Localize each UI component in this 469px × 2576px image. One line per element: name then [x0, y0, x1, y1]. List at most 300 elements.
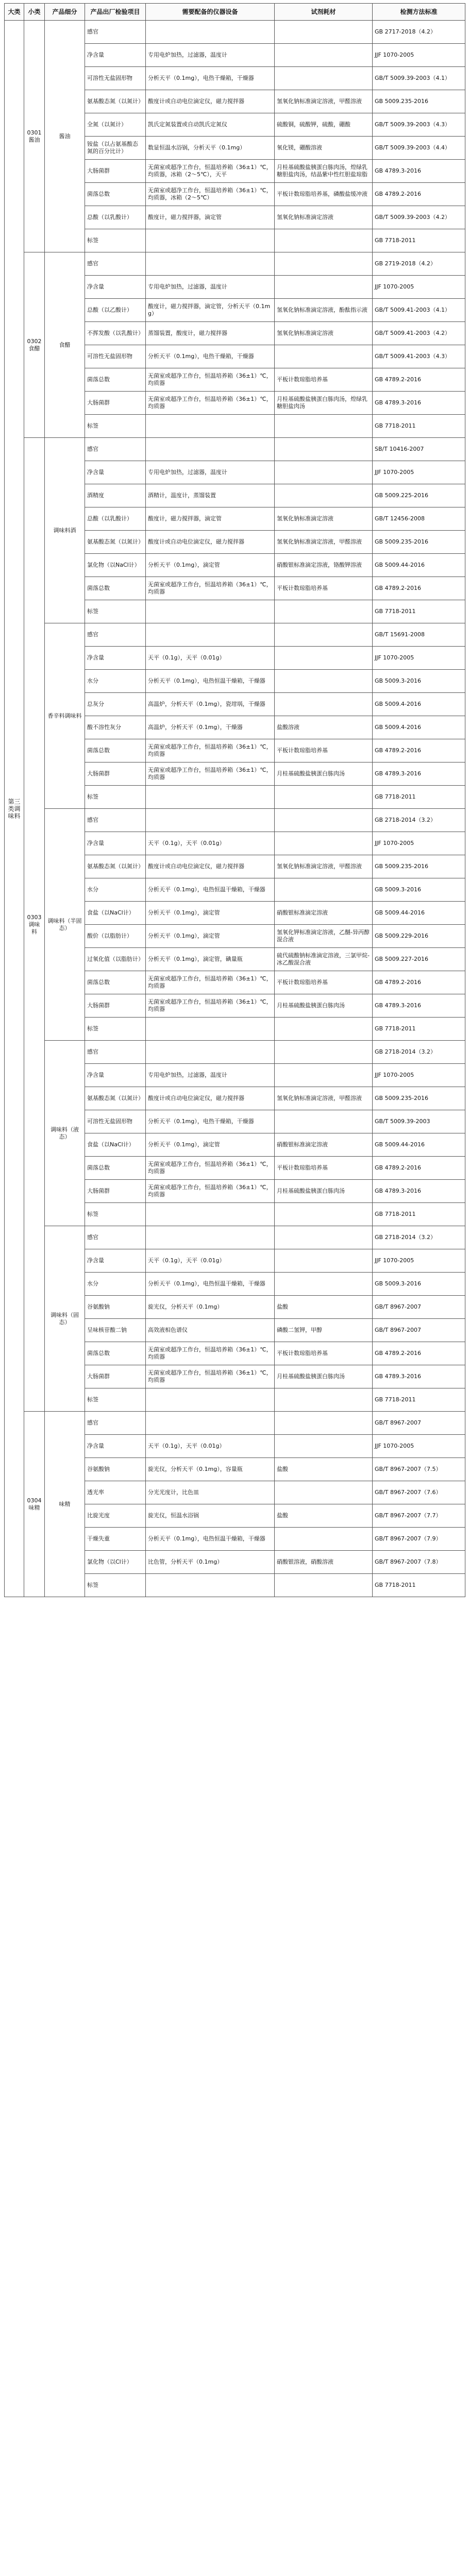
- inspection-item-cell: 总酸（以乙酸计）: [85, 299, 146, 322]
- reagent-cell: [275, 1249, 373, 1273]
- method-standard-cell: GB 7718-2011: [373, 1574, 465, 1597]
- table-row: [5, 623, 465, 647]
- column-header: 检测方法标准: [373, 4, 465, 21]
- equipment-cell: 旋光仪，分析天平（0.1mg），容量瓶: [146, 1458, 275, 1481]
- equipment-cell: 酸度计或自动电位滴定仪，磁力搅拌器: [146, 90, 275, 113]
- method-standard-cell: GB 2718-2014（3.2）: [373, 1226, 465, 1249]
- method-standard-cell: GB/T 8967-2007（7.8）: [373, 1551, 465, 1574]
- reagent-cell: [275, 1203, 373, 1226]
- equipment-cell: 高效液相色谱仪: [146, 1319, 275, 1342]
- table-row: [5, 1226, 465, 1249]
- reagent-cell: 硫酸铜，硫酸钾，硫酸，硼酸: [275, 113, 373, 137]
- method-standard-cell: GB 5009.44-2016: [373, 554, 465, 577]
- equipment-cell: [146, 1574, 275, 1597]
- reagent-cell: [275, 1226, 373, 1249]
- equipment-cell: 无菌室或超净工作台，恒温培养箱（36±1）℃，均质器: [146, 1342, 275, 1365]
- equipment-cell: 天平（0.1g），天平（0.01g）: [146, 647, 275, 670]
- equipment-cell: 无菌室或超净工作台，恒温培养箱（36±1）℃，均质器: [146, 577, 275, 600]
- inspection-item-cell: 净含量: [85, 832, 146, 855]
- equipment-cell: [146, 1388, 275, 1412]
- method-standard-cell: GB 5009.44-2016: [373, 902, 465, 925]
- reagent-cell: [275, 878, 373, 902]
- equipment-cell: 无菌室或超净工作台，恒温培养箱（36±1）℃，均质器，冰箱（2～5℃）: [146, 183, 275, 206]
- inspection-item-cell: 标签: [85, 786, 146, 809]
- equipment-cell: 分析天平（0.1mg），电热干燥箱，干燥器: [146, 345, 275, 368]
- method-standard-cell: GB 5009.235-2016: [373, 531, 465, 554]
- header-row: [5, 4, 465, 21]
- equipment-cell: [146, 1226, 275, 1249]
- method-standard-cell: JJF 1070-2005: [373, 44, 465, 67]
- inspection-item-cell: 总灰分: [85, 693, 146, 716]
- reagent-cell: [275, 461, 373, 484]
- equipment-cell: 分析天平（0.1mg），电热恒温干燥箱，干燥器: [146, 1273, 275, 1296]
- method-standard-cell: GB 4789.2-2016: [373, 1342, 465, 1365]
- reagent-cell: [275, 44, 373, 67]
- reagent-cell: [275, 1574, 373, 1597]
- inspection-item-cell: 净含量: [85, 647, 146, 670]
- method-standard-cell: GB/T 5009.39-2003（4.4）: [373, 137, 465, 160]
- equipment-cell: 无菌室或超净工作台，恒温培养箱（36±1）℃，均质器: [146, 392, 275, 415]
- method-standard-cell: JJF 1070-2005: [373, 1249, 465, 1273]
- equipment-cell: [146, 809, 275, 832]
- method-standard-cell: GB 7718-2011: [373, 415, 465, 438]
- reagent-cell: 氢氧化钠标准滴定溶液，甲醛溶液: [275, 531, 373, 554]
- reagent-cell: [275, 1041, 373, 1064]
- table-row: [5, 1041, 465, 1064]
- inspection-item-cell: 总酸（以乳酸计）: [85, 507, 146, 531]
- reagent-cell: 平板计数琼脂培养基: [275, 739, 373, 762]
- equipment-cell: 酸度计，磁力搅拌器，滴定管: [146, 206, 275, 229]
- inspection-item-cell: 氨基酸态氮（以氮计）: [85, 855, 146, 878]
- method-standard-cell: GB/T 8967-2007（7.9）: [373, 1528, 465, 1551]
- equipment-cell: 蒸馏装置，酸度计，磁力搅拌器: [146, 322, 275, 345]
- equipment-cell: 分光光度计，比色皿: [146, 1481, 275, 1504]
- method-standard-cell: GB 7718-2011: [373, 229, 465, 252]
- reagent-cell: 氢氧化钠标准滴定溶液: [275, 322, 373, 345]
- method-standard-cell: GB 4789.3-2016: [373, 1180, 465, 1203]
- reagent-cell: [275, 786, 373, 809]
- inspection-item-cell: 净含量: [85, 1064, 146, 1087]
- reagent-cell: [275, 1273, 373, 1296]
- product-cell: 调味料酒: [45, 438, 85, 623]
- inspection-item-cell: 感官: [85, 623, 146, 647]
- method-standard-cell: GB 2718-2014（3.2）: [373, 1041, 465, 1064]
- method-standard-cell: GB/T 5009.39-2003（4.2）: [373, 206, 465, 229]
- equipment-cell: 分析天平（0.1mg），电热恒温干燥箱，干燥器: [146, 878, 275, 902]
- column-header: 大类: [5, 4, 24, 21]
- reagent-cell: 氢氧化钠标准滴定溶液: [275, 206, 373, 229]
- equipment-cell: [146, 1018, 275, 1041]
- inspection-item-cell: 比旋光度: [85, 1504, 146, 1528]
- reagent-cell: 平板计数琼脂培养基: [275, 1342, 373, 1365]
- reagent-cell: 硝酸银标准滴定溶液: [275, 902, 373, 925]
- inspection-item-cell: 透光率: [85, 1481, 146, 1504]
- reagent-cell: [275, 21, 373, 44]
- reagent-cell: 月桂基硫酸盐胰蛋白胨肉汤: [275, 1365, 373, 1388]
- product-cell: 调味料（固态）: [45, 1226, 85, 1412]
- method-standard-cell: GB 2719-2018（4.2）: [373, 252, 465, 276]
- reagent-cell: 氢氧化钠标准滴定溶液，甲醛溶液: [275, 90, 373, 113]
- reagent-cell: 平板计数琼脂培养基: [275, 577, 373, 600]
- equipment-cell: 天平（0.1g），天平（0.01g）: [146, 1435, 275, 1458]
- reagent-cell: [275, 1110, 373, 1133]
- inspection-item-cell: 感官: [85, 1412, 146, 1435]
- inspection-item-cell: 净含量: [85, 461, 146, 484]
- reagent-cell: 平板计数琼脂培养基: [275, 971, 373, 994]
- inspection-item-cell: 酸不溶性灰分: [85, 716, 146, 739]
- inspection-item-cell: 过氧化值（以脂肪计）: [85, 948, 146, 971]
- method-standard-cell: GB 5009.3-2016: [373, 878, 465, 902]
- equipment-cell: 专用电炉加热，过滤器，温度计: [146, 1064, 275, 1087]
- method-standard-cell: GB 4789.3-2016: [373, 762, 465, 786]
- inspection-item-cell: 标签: [85, 1203, 146, 1226]
- reagent-cell: [275, 276, 373, 299]
- table-body: [5, 21, 465, 1597]
- equipment-cell: 比色管，分析天平（0.1mg）: [146, 1551, 275, 1574]
- inspection-item-cell: 感官: [85, 809, 146, 832]
- reagent-cell: [275, 229, 373, 252]
- inspection-item-cell: 氨基酸态氮（以氮计）: [85, 1087, 146, 1110]
- equipment-cell: [146, 1412, 275, 1435]
- method-standard-cell: GB/T 8967-2007（7.5）: [373, 1458, 465, 1481]
- equipment-cell: 无菌室或超净工作台，恒温培养箱（36±1）℃，均质器: [146, 762, 275, 786]
- reagent-cell: 盐酸: [275, 1504, 373, 1528]
- method-standard-cell: GB 4789.2-2016: [373, 971, 465, 994]
- equipment-cell: [146, 252, 275, 276]
- inspection-item-cell: 水分: [85, 1273, 146, 1296]
- subcategory-cell: 0302食醋: [24, 252, 45, 438]
- equipment-cell: 无菌室或超净工作台，恒温培养箱（36±1）℃，均质器: [146, 971, 275, 994]
- method-standard-cell: JJF 1070-2005: [373, 647, 465, 670]
- reagent-cell: [275, 438, 373, 461]
- method-standard-cell: GB/T 8967-2007: [373, 1319, 465, 1342]
- equipment-cell: 分析天平（0.1mg），电热恒温干燥箱，干燥器: [146, 670, 275, 693]
- equipment-cell: 分析天平（0.1mg），电热干燥箱，干燥器: [146, 67, 275, 90]
- inspection-item-cell: 大肠菌群: [85, 762, 146, 786]
- method-standard-cell: GB/T 12456-2008: [373, 507, 465, 531]
- reagent-cell: [275, 484, 373, 507]
- inspection-item-cell: 氨基酸态氮（以氮计）: [85, 531, 146, 554]
- method-standard-cell: GB 4789.3-2016: [373, 994, 465, 1018]
- inspection-item-cell: 可溶性无盐固形物: [85, 345, 146, 368]
- inspection-item-cell: 谷氨酸钠: [85, 1458, 146, 1481]
- column-header: 小类: [24, 4, 45, 21]
- reagent-cell: 硝酸银标准滴定溶液: [275, 1133, 373, 1157]
- method-standard-cell: GB/T 5009.39-2003: [373, 1110, 465, 1133]
- method-standard-cell: GB/T 5009.39-2003（4.1）: [373, 67, 465, 90]
- reagent-cell: [275, 600, 373, 623]
- column-header: 需要配备的仪器设备: [146, 4, 275, 21]
- method-standard-cell: GB 5009.235-2016: [373, 1087, 465, 1110]
- inspection-item-cell: 标签: [85, 415, 146, 438]
- method-standard-cell: GB 4789.3-2016: [373, 1365, 465, 1388]
- equipment-cell: 分析天平（0.1mg），滴定管: [146, 554, 275, 577]
- product-cell: 味精: [45, 1412, 85, 1597]
- equipment-cell: 酸度计或自动电位滴定仪，磁力搅拌器: [146, 531, 275, 554]
- method-standard-cell: GB 5009.235-2016: [373, 855, 465, 878]
- reagent-cell: [275, 623, 373, 647]
- reagent-cell: 氢氧化钠标准滴定溶液，酚酞指示液: [275, 299, 373, 322]
- equipment-cell: 专用电炉加热，过滤器，温度计: [146, 44, 275, 67]
- equipment-cell: 分析天平（0.1mg），滴定管: [146, 925, 275, 948]
- reagent-cell: 月桂基硫酸盐胰蛋白胨肉汤，煌绿乳糖胆盐肉汤，结晶紫中性红胆盐琼脂: [275, 160, 373, 183]
- inspection-item-cell: 净含量: [85, 44, 146, 67]
- equipment-cell: 无菌室或超净工作台，恒温培养箱（36±1）℃，均质器: [146, 368, 275, 392]
- inspection-item-cell: 酸价（以脂肪计）: [85, 925, 146, 948]
- equipment-cell: [146, 786, 275, 809]
- inspection-item-cell: 氯化物（以NaCl计）: [85, 554, 146, 577]
- reagent-cell: 月桂基硫酸盐胰蛋白胨肉汤，煌绿乳糖胆盐肉汤: [275, 392, 373, 415]
- reagent-cell: [275, 1412, 373, 1435]
- inspection-item-cell: 水分: [85, 878, 146, 902]
- column-header: 产品出厂检验项目: [85, 4, 146, 21]
- table-row: [5, 252, 465, 276]
- inspection-item-cell: 净含量: [85, 1249, 146, 1273]
- inspection-item-cell: 不挥发酸（以乳酸计）: [85, 322, 146, 345]
- reagent-cell: 磷酸二氢钾，甲醇: [275, 1319, 373, 1342]
- reagent-cell: [275, 1481, 373, 1504]
- method-standard-cell: GB 7718-2011: [373, 1203, 465, 1226]
- equipment-cell: 分析天平（0.1mg），滴定管，碘量瓶: [146, 948, 275, 971]
- method-standard-cell: GB 5009.44-2016: [373, 1133, 465, 1157]
- inspection-item-cell: 菌落总数: [85, 1342, 146, 1365]
- reagent-cell: 氢氧化钠标准滴定溶液，甲醛溶液: [275, 1087, 373, 1110]
- reagent-cell: [275, 809, 373, 832]
- equipment-cell: 无菌室或超净工作台，恒温培养箱（36±1）℃，均质器，冰箱（2～5℃），天平: [146, 160, 275, 183]
- reagent-cell: 平板计数琼脂培养基: [275, 1157, 373, 1180]
- inspection-item-cell: 氨基酸态氮（以氮计）: [85, 90, 146, 113]
- inspection-item-cell: 总酸（以乳酸计）: [85, 206, 146, 229]
- table-row: [5, 809, 465, 832]
- method-standard-cell: GB/T 8967-2007: [373, 1412, 465, 1435]
- equipment-cell: 酸度计或自动电位滴定仪，磁力搅拌器: [146, 855, 275, 878]
- inspection-item-cell: 菌落总数: [85, 368, 146, 392]
- reagent-cell: 盐酸: [275, 1296, 373, 1319]
- reagent-cell: [275, 1528, 373, 1551]
- equipment-cell: 酸度计或自动电位滴定仪，磁力搅拌器: [146, 1087, 275, 1110]
- inspection-item-cell: 净含量: [85, 1435, 146, 1458]
- equipment-cell: 酸度计，磁力搅拌器，滴定管，分析天平（0.1mg）: [146, 299, 275, 322]
- reagent-cell: [275, 693, 373, 716]
- method-standard-cell: GB/T 8967-2007: [373, 1296, 465, 1319]
- method-standard-cell: GB/T 5009.41-2003（4.1）: [373, 299, 465, 322]
- table-row: [5, 1412, 465, 1435]
- reagent-cell: 硫代硫酸钠标准滴定溶液，三氯甲烷-冰乙酸混合液: [275, 948, 373, 971]
- method-standard-cell: GB/T 5009.41-2003（4.2）: [373, 322, 465, 345]
- inspection-item-cell: 大肠菌群: [85, 1180, 146, 1203]
- equipment-cell: [146, 1203, 275, 1226]
- equipment-cell: 酒精计，温度计，蒸馏装置: [146, 484, 275, 507]
- inspection-item-cell: 标签: [85, 1574, 146, 1597]
- equipment-cell: 数显恒温水浴锅，分析天平（0.1mg）: [146, 137, 275, 160]
- inspection-item-cell: 呈味核苷酸二钠: [85, 1319, 146, 1342]
- reagent-cell: [275, 1018, 373, 1041]
- method-standard-cell: GB/T 15691-2008: [373, 623, 465, 647]
- inspection-item-cell: 食盐（以NaCl计）: [85, 902, 146, 925]
- inspection-item-cell: 酒精度: [85, 484, 146, 507]
- equipment-cell: 酸度计，磁力搅拌器，滴定管: [146, 507, 275, 531]
- reagent-cell: [275, 1064, 373, 1087]
- method-standard-cell: GB 5009.4-2016: [373, 693, 465, 716]
- inspection-item-cell: 感官: [85, 21, 146, 44]
- inspection-item-cell: 水分: [85, 670, 146, 693]
- inspection-item-cell: 谷氨酸钠: [85, 1296, 146, 1319]
- inspection-item-cell: 感官: [85, 1226, 146, 1249]
- inspection-table: [4, 3, 465, 1597]
- equipment-cell: 分析天平（0.1mg），电热恒温干燥箱，干燥器: [146, 1528, 275, 1551]
- reagent-cell: 氢氧化钠标准滴定溶液，甲醛溶液: [275, 855, 373, 878]
- reagent-cell: 硝酸银溶液，硝酸溶液: [275, 1551, 373, 1574]
- equipment-cell: 无菌室或超净工作台，恒温培养箱（36±1）℃，均质器: [146, 1365, 275, 1388]
- column-header: 试剂耗材: [275, 4, 373, 21]
- reagent-cell: 平板计数琼脂培养基: [275, 368, 373, 392]
- inspection-item-cell: 感官: [85, 1041, 146, 1064]
- equipment-cell: [146, 600, 275, 623]
- method-standard-cell: GB 4789.3-2016: [373, 392, 465, 415]
- reagent-cell: [275, 67, 373, 90]
- inspection-item-cell: 干燥失重: [85, 1528, 146, 1551]
- reagent-cell: 氢氧化钾标准滴定溶液，乙醚-异丙醇混合液: [275, 925, 373, 948]
- method-standard-cell: JJF 1070-2005: [373, 832, 465, 855]
- method-standard-cell: JJF 1070-2005: [373, 461, 465, 484]
- reagent-cell: 月桂基硫酸盐胰蛋白胨肉汤: [275, 994, 373, 1018]
- equipment-cell: 无菌室或超净工作台，恒温培养箱（36±1）℃，均质器: [146, 1180, 275, 1203]
- method-standard-cell: GB 4789.3-2016: [373, 160, 465, 183]
- inspection-item-cell: 菌落总数: [85, 971, 146, 994]
- method-standard-cell: GB 2718-2014（3.2）: [373, 809, 465, 832]
- method-standard-cell: GB/T 5009.39-2003（4.3）: [373, 113, 465, 137]
- method-standard-cell: GB 5009.225-2016: [373, 484, 465, 507]
- reagent-cell: [275, 832, 373, 855]
- reagent-cell: 月桂基硫酸盐胰蛋白胨肉汤: [275, 762, 373, 786]
- table-header: [5, 4, 465, 21]
- inspection-item-cell: 菌落总数: [85, 183, 146, 206]
- reagent-cell: [275, 415, 373, 438]
- method-standard-cell: JJF 1070-2005: [373, 1064, 465, 1087]
- equipment-cell: 无菌室或超净工作台，恒温培养箱（36±1）℃，均质器: [146, 739, 275, 762]
- reagent-cell: 盐酸溶液: [275, 716, 373, 739]
- reagent-cell: [275, 252, 373, 276]
- equipment-cell: [146, 21, 275, 44]
- table-row: [5, 438, 465, 461]
- equipment-cell: [146, 1041, 275, 1064]
- reagent-cell: [275, 670, 373, 693]
- method-standard-cell: GB 2717-2018（4.2）: [373, 21, 465, 44]
- reagent-cell: 盐酸: [275, 1458, 373, 1481]
- inspection-item-cell: 氯化物（以Cl计）: [85, 1551, 146, 1574]
- method-standard-cell: GB 5009.229-2016: [373, 925, 465, 948]
- inspection-item-cell: 全氮（以氮计）: [85, 113, 146, 137]
- method-standard-cell: JJF 1070-2005: [373, 1435, 465, 1458]
- equipment-cell: 天平（0.1g），天平（0.01g）: [146, 1249, 275, 1273]
- method-standard-cell: GB/T 8967-2007（7.7）: [373, 1504, 465, 1528]
- equipment-cell: 天平（0.1g），天平（0.01g）: [146, 832, 275, 855]
- method-standard-cell: SB/T 10416-2007: [373, 438, 465, 461]
- equipment-cell: [146, 438, 275, 461]
- method-standard-cell: GB/T 8967-2007（7.6）: [373, 1481, 465, 1504]
- reagent-cell: 月桂基硫酸盐胰蛋白胨肉汤: [275, 1180, 373, 1203]
- method-standard-cell: GB 4789.2-2016: [373, 368, 465, 392]
- inspection-item-cell: 菌落总数: [85, 739, 146, 762]
- method-standard-cell: GB 5009.3-2016: [373, 1273, 465, 1296]
- equipment-cell: 专用电炉加热，过滤器，温度计: [146, 276, 275, 299]
- inspection-item-cell: 大肠菌群: [85, 1365, 146, 1388]
- reagent-cell: [275, 1388, 373, 1412]
- subcategory-cell: 0301酱油: [24, 21, 45, 252]
- table-row: [5, 21, 465, 44]
- equipment-cell: 分析天平（0.1mg），滴定管: [146, 1133, 275, 1157]
- inspection-item-cell: 标签: [85, 600, 146, 623]
- inspection-item-cell: 大肠菌群: [85, 160, 146, 183]
- equipment-cell: 无菌室或超净工作台，恒温培养箱（36±1）℃，均质器: [146, 1157, 275, 1180]
- inspection-item-cell: 大肠菌群: [85, 994, 146, 1018]
- product-cell: 香辛料调味料: [45, 623, 85, 809]
- reagent-cell: [275, 1435, 373, 1458]
- method-standard-cell: GB 7718-2011: [373, 786, 465, 809]
- reagent-cell: [275, 345, 373, 368]
- inspection-item-cell: 感官: [85, 438, 146, 461]
- equipment-cell: 分析天平（0.1mg），电热干燥箱，干燥器: [146, 1110, 275, 1133]
- method-standard-cell: GB 7718-2011: [373, 1018, 465, 1041]
- inspection-item-cell: 可溶性无盐固形物: [85, 67, 146, 90]
- inspection-item-cell: 大肠菌群: [85, 392, 146, 415]
- product-cell: 酱油: [45, 21, 85, 252]
- equipment-cell: [146, 229, 275, 252]
- equipment-cell: 凯氏定氮装置或自动凯氏定氮仪: [146, 113, 275, 137]
- inspection-item-cell: 食盐（以NaCl计）: [85, 1133, 146, 1157]
- product-cell: 调味料（液态）: [45, 1041, 85, 1226]
- method-standard-cell: GB 5009.4-2016: [373, 716, 465, 739]
- inspection-item-cell: 标签: [85, 1388, 146, 1412]
- subcategory-cell: 0303调味料: [24, 438, 45, 1412]
- reagent-cell: 平板计数琼脂培养基，磷酸盐缓冲液: [275, 183, 373, 206]
- equipment-cell: 旋光仪，分析天平（0.1mg）: [146, 1296, 275, 1319]
- reagent-cell: 氢氧化钠标准滴定溶液: [275, 507, 373, 531]
- inspection-item-cell: 可溶性无盐固形物: [85, 1110, 146, 1133]
- equipment-cell: 高温炉，分析天平（0.1mg），干燥器: [146, 716, 275, 739]
- inspection-item-cell: 菌落总数: [85, 1157, 146, 1180]
- method-standard-cell: GB 4789.2-2016: [373, 183, 465, 206]
- inspection-item-cell: 标签: [85, 1018, 146, 1041]
- subcategory-cell: 0304味精: [24, 1412, 45, 1597]
- inspection-item-cell: 菌落总数: [85, 577, 146, 600]
- method-standard-cell: JJF 1070-2005: [373, 276, 465, 299]
- method-standard-cell: GB/T 5009.41-2003（4.3）: [373, 345, 465, 368]
- method-standard-cell: GB 5009.3-2016: [373, 670, 465, 693]
- product-cell: 食醋: [45, 252, 85, 438]
- inspection-item-cell: 铵盐（以占氨基酸态氮的百分比计）: [85, 137, 146, 160]
- equipment-cell: [146, 415, 275, 438]
- reagent-cell: 氧化镁，硼酸溶液: [275, 137, 373, 160]
- method-standard-cell: GB 5009.227-2016: [373, 948, 465, 971]
- equipment-cell: 分析天平（0.1mg），滴定管: [146, 902, 275, 925]
- equipment-cell: 无菌室或超净工作台，恒温培养箱（36±1）℃，均质器: [146, 994, 275, 1018]
- method-standard-cell: GB 4789.2-2016: [373, 1157, 465, 1180]
- equipment-cell: 专用电炉加热，过滤器，温度计: [146, 461, 275, 484]
- inspection-item-cell: 标签: [85, 229, 146, 252]
- method-standard-cell: GB 7718-2011: [373, 1388, 465, 1412]
- method-standard-cell: GB 7718-2011: [373, 600, 465, 623]
- inspection-item-cell: 净含量: [85, 276, 146, 299]
- category-cell: 第三类调味料: [5, 21, 24, 1597]
- method-standard-cell: GB 5009.235-2016: [373, 90, 465, 113]
- product-cell: 调味料（半固态）: [45, 809, 85, 1041]
- inspection-item-cell: 感官: [85, 252, 146, 276]
- equipment-cell: 高温炉，分析天平（0.1mg），瓷坩埚，干燥器: [146, 693, 275, 716]
- reagent-cell: [275, 647, 373, 670]
- reagent-cell: 硝酸银标准滴定溶液，铬酸钾溶液: [275, 554, 373, 577]
- method-standard-cell: GB 4789.2-2016: [373, 739, 465, 762]
